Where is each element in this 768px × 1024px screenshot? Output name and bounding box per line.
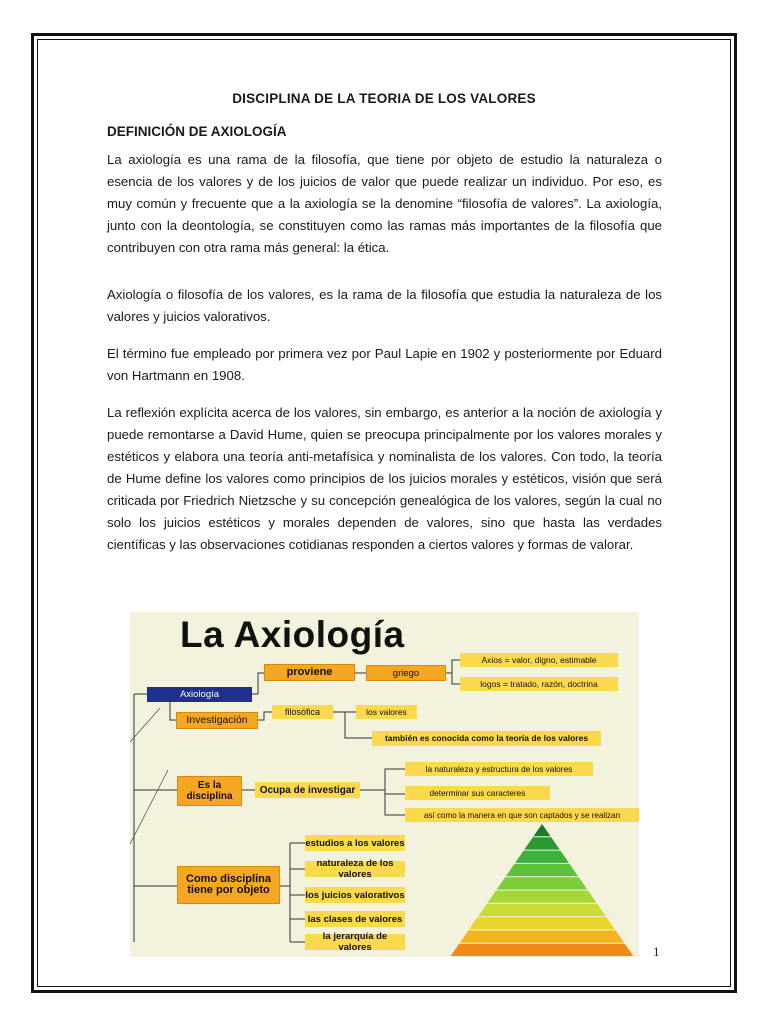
objeto-item-1: estudios a los valores — [305, 835, 405, 851]
objeto-item-3: los juicios valorativos — [305, 887, 405, 903]
investigacion-node: Investigación — [176, 712, 258, 729]
tambien-node: también es conocida como la teoría de los valores — [372, 731, 601, 746]
griego-node: griego — [366, 665, 446, 681]
ocupa-node: Ocupa de investigar — [255, 782, 360, 798]
objeto-item-4: las clases de valores — [305, 911, 405, 927]
document-title: DISCIPLINA DE LA TEORIA DE LOS VALORES — [232, 91, 536, 106]
investigar-item-2: determinar sus caracteres — [405, 786, 550, 800]
pyramid-tier — [524, 837, 559, 849]
investigar-item-3: así como la manera en que son captados y se realizan — [405, 808, 639, 822]
pyramid-tier — [478, 904, 605, 916]
paragraph-4: La reflexión explícita acerca de los valores, sin embargo, es anterior a la noción de axiología y puede remontarse a David Hume, quien se preocupa principalmente por los valores morales y estéticos y elabora una teoría anti-metafísica y nominalista de los valores. Con todo, la teoría de Hume define los valores como principios de los juicios morales y estéticos, visión que será criticada por Friedrich Nietzsche y su concepción genealógica de los valores, según la cual no solo los juicios estéticos y morales dependen de valores, sino que hasta las verdades científicas y las observaciones cotidianas responden a ciertos valores y formas de valorar. — [107, 405, 662, 552]
pyramid-tier — [487, 891, 596, 903]
filosofica-node: filosófica — [272, 705, 333, 719]
figure-title: La Axiología — [180, 614, 405, 655]
pyramid-tier — [497, 877, 588, 889]
pyramid-tier — [506, 864, 578, 876]
investigar-item-1: la naturaleza y estructura de los valores — [405, 762, 593, 776]
section-heading: DEFINICIÓN DE AXIOLOGÍA — [107, 124, 287, 139]
objeto-item-2: naturaleza de los valores — [305, 861, 405, 877]
axios-node: Axios = valor, digno, estimable — [460, 653, 618, 667]
pyramid-tier — [533, 824, 550, 836]
proviene-node: proviene — [264, 664, 355, 681]
paragraph-2: Axiología o filosofía de los valores, es la rama de la filosofía que estudia la naturaleza de los valores y juicios valorativos. — [107, 287, 662, 324]
objeto-item-5: la jerarquía de valores — [305, 934, 405, 950]
pyramid-tier — [460, 930, 624, 942]
axiologia-node: Axiología — [147, 687, 252, 702]
axiologia-concept-map — [130, 612, 639, 957]
paragraph-1: La axiología es una rama de la filosofía, que tiene por objeto de estudio la naturaleza o esencia de los valores y de los juicios de valor que puede realizar un individuo. Por eso, es muy común y frecuente que a la axiología se la denomine “filosofía de valores”. La axiología, junto con la deontología, se constituyen como las ramas más importantes de la filosofía que contribuyen con otra rama más general: la ética. — [107, 152, 662, 255]
pyramid-tier — [469, 917, 615, 929]
paragraph-3: El término fue empleado por primera vez por Paul Lapie en 1902 y posteriormente por Eduard von Hartmann en 1908. — [107, 346, 662, 383]
es-la-disciplina-node: Es la disciplina — [177, 776, 242, 806]
como-disciplina-node: Como disciplina tiene por objeto — [177, 866, 280, 904]
values-pyramid — [451, 824, 634, 956]
logos-node: logos = tratado, razón, doctrina — [460, 677, 618, 691]
pyramid-tier — [515, 851, 569, 863]
page-number: 1 — [653, 944, 660, 959]
los-valores-node: los valores — [356, 705, 417, 719]
pyramid-tier — [451, 944, 634, 956]
